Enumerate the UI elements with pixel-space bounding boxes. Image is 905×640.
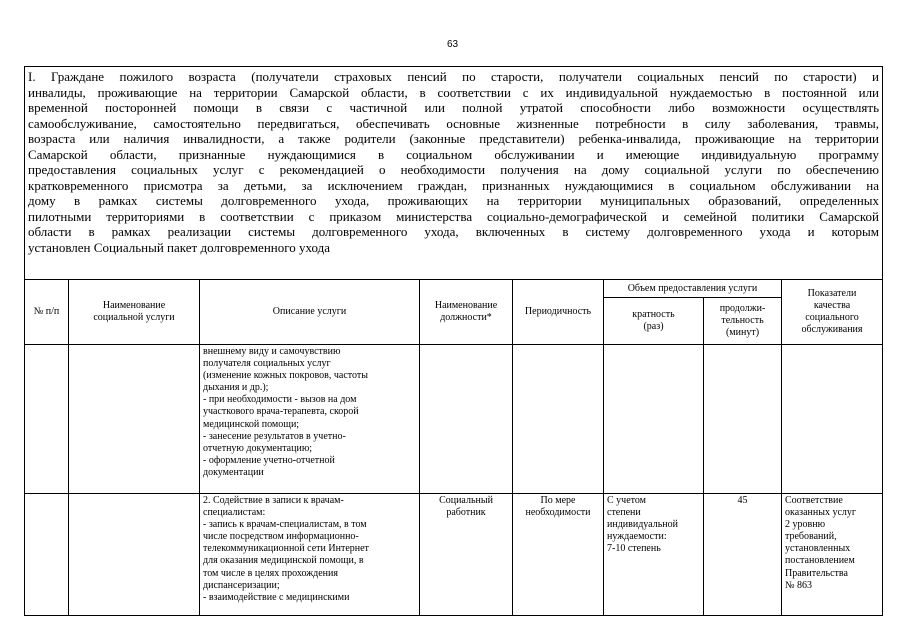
cell-periodicity bbox=[513, 345, 604, 494]
heading-line: области в рамках реализации системы долговременного ухода, включенных в систему долговременного ухода и которым bbox=[28, 224, 880, 239]
cell-line: постановлением bbox=[785, 555, 855, 567]
cell-line: Правительства bbox=[785, 567, 848, 579]
recipient-category-heading bbox=[25, 67, 883, 280]
header-multiplicity-line: (раз) bbox=[643, 321, 664, 332]
header-duration-line: тельность bbox=[721, 315, 764, 326]
header-quality-line: Показатели bbox=[807, 288, 857, 299]
cell-line: специалистам: bbox=[203, 507, 266, 519]
heading-line: Самарской области, признанные нуждающимися в социальном обслуживании и имеющие индивидуальную программу bbox=[28, 146, 880, 162]
header-row-1 bbox=[25, 280, 883, 298]
cell-line: - запись к врачам-специалистам, в том bbox=[203, 519, 367, 531]
services-table bbox=[24, 66, 883, 616]
header-quality-line: социального bbox=[805, 312, 859, 323]
cell-line: медицинской помощи; bbox=[203, 418, 300, 430]
header-periodicity: Периодичность bbox=[513, 280, 604, 345]
cell-duration: 45 bbox=[704, 494, 782, 616]
cell-line: № 863 bbox=[785, 579, 813, 591]
header-description: Описание услуги bbox=[200, 280, 420, 345]
cell-line: работник bbox=[446, 507, 486, 519]
cell-line: числе посредством информационно- bbox=[203, 531, 359, 543]
cell-multiplicity bbox=[604, 494, 704, 616]
cell-line: - взаимодействие с медицинскими bbox=[203, 591, 350, 603]
heading-line: пилотными территориями в соответствии с приказом министерства социально-демографической и семейной политики Самарской bbox=[28, 208, 880, 224]
cell-num bbox=[25, 345, 69, 494]
cell-quality bbox=[782, 494, 883, 616]
header-multiplicity bbox=[604, 298, 704, 345]
header-service-name bbox=[69, 280, 200, 345]
cell-line: том числе в целях прохождения bbox=[203, 567, 338, 579]
heading-line: дому в рамках системы долговременного ухода, проживающих на территории муниципальных образований, определенных bbox=[28, 193, 880, 208]
heading-row bbox=[25, 67, 883, 280]
header-service-name-line: Наименование bbox=[102, 300, 166, 311]
cell-position bbox=[420, 345, 513, 494]
cell-position bbox=[420, 494, 513, 616]
cell-line: степени bbox=[607, 507, 641, 519]
cell-line: внешнему виду и самочувствию bbox=[203, 346, 341, 357]
cell-line: телекоммуникационной сети Интернет bbox=[203, 543, 369, 555]
cell-service-name bbox=[69, 494, 200, 616]
heading-line: самообслуживание, самостоятельно передвигаться, обеспечивать основные жизненные потребности в силу заболевания, травмы, bbox=[28, 115, 880, 131]
header-quality-line: качества bbox=[813, 300, 851, 311]
header-duration-line: продолжи- bbox=[719, 303, 766, 314]
cell-line: документации bbox=[203, 466, 264, 478]
header-quality bbox=[782, 280, 883, 345]
cell-line: - оформление учетно-отчетной bbox=[203, 454, 335, 466]
header-duration bbox=[704, 298, 782, 345]
header-position bbox=[420, 280, 513, 345]
cell-line: отчетную документацию; bbox=[203, 442, 313, 454]
cell-line: требований, bbox=[785, 531, 837, 543]
cell-line: По мере bbox=[540, 495, 576, 506]
cell-line: - занесение результатов в учетно- bbox=[203, 430, 346, 442]
cell-line: 7-10 степень bbox=[607, 543, 661, 555]
header-num: № п/п bbox=[25, 280, 69, 345]
cell-description bbox=[200, 345, 420, 494]
cell-periodicity bbox=[513, 494, 604, 616]
cell-line: С учетом bbox=[607, 495, 647, 506]
cell-line: - при необходимости - вызов на дом bbox=[203, 394, 357, 406]
cell-line: (изменение кожных покровов, частоты bbox=[203, 370, 368, 382]
table-row bbox=[25, 494, 883, 616]
header-position-line: Наименование bbox=[434, 300, 498, 311]
cell-line: Соответствие bbox=[785, 495, 843, 506]
cell-description bbox=[200, 494, 420, 616]
cell-num bbox=[25, 494, 69, 616]
heading-line: предоставления социальных услуг с рекомендацией о необходимости получения на дому социальной услуги по обеспечению bbox=[28, 162, 880, 177]
cell-line: участкового врача-терапевта, скорой bbox=[203, 406, 359, 418]
header-quality-line: обслуживания bbox=[801, 324, 863, 335]
header-multiplicity-line: кратность bbox=[632, 309, 675, 320]
cell-line: дыхания и др.); bbox=[203, 382, 269, 394]
table-row bbox=[25, 345, 883, 494]
cell-line: необходимости bbox=[525, 507, 591, 519]
cell-line: получателя социальных услуг bbox=[203, 358, 331, 370]
cell-quality bbox=[782, 345, 883, 494]
cell-service-name bbox=[69, 345, 200, 494]
page-number: 63 bbox=[446, 39, 459, 50]
cell-line: Социальный bbox=[439, 495, 493, 506]
cell-line: установленных bbox=[785, 543, 851, 555]
cell-multiplicity bbox=[604, 345, 704, 494]
header-position-line: должности* bbox=[440, 312, 492, 323]
cell-line: для оказания медицинской помощи, в bbox=[203, 555, 364, 567]
heading-line: установлен Социальный пакет долговременного ухода bbox=[28, 239, 331, 255]
cell-line: оказанных услуг bbox=[785, 507, 856, 519]
heading-line: инвалиды, проживающие на территории Самарской области, в соответствии с их индивидуальной нуждаемостью в постоянной или bbox=[28, 84, 880, 100]
heading-text bbox=[28, 69, 879, 255]
header-duration-line: (минут) bbox=[725, 327, 760, 338]
cell-line: индивидуальной bbox=[607, 519, 678, 531]
heading-line: I. Граждане пожилого возраста (получатели страховых пенсий по старости, получатели социальных пенсий по старости) и bbox=[28, 69, 880, 84]
cell-duration bbox=[704, 345, 782, 494]
cell-line: 2 уровню bbox=[785, 519, 826, 531]
heading-line: кратковременного присмотра за детьми, за исключением граждан, признанных нуждающимися в социальном обслуживании на bbox=[28, 177, 880, 193]
header-volume: Объем предоставления услуги bbox=[604, 280, 782, 298]
cell-line: нуждаемости: bbox=[607, 531, 667, 543]
cell-line: 2. Содействие в записи к врачам- bbox=[203, 495, 344, 506]
header-service-name-line: социальной услуги bbox=[93, 312, 175, 323]
heading-line: временной посторонней помощи в связи с частичной или полной утратой способности либо возможности осуществлять bbox=[28, 100, 880, 115]
heading-line: возраста или наличия инвалидности, а также родители (законные представители) ребенка-инвалида, проживающие на территории bbox=[28, 131, 880, 146]
cell-line: диспансеризации; bbox=[203, 579, 280, 591]
